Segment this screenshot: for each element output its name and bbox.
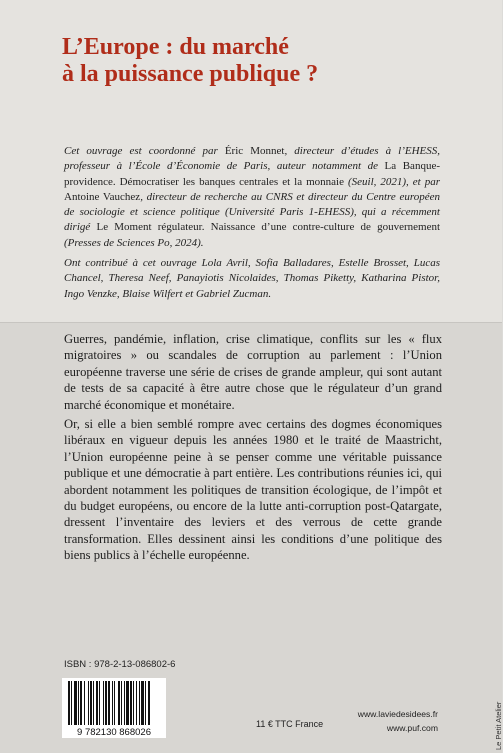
- credits-segment: (Presses de Sciences Po, 2024).: [64, 236, 204, 249]
- barcode-number: 9 782130 868026: [77, 727, 151, 738]
- summary-paragraph-1: Guerres, pandémie, inflation, crise climatique, conflits sur les « flux migratoires » ou scandales de corruption au parlement : l’Union européenne traverse une série de crises de grande ampleur, qui sont autant de tests de sa capacité à être autre chose que le régulateur d’un grand marché économique et monétaire.: [64, 332, 442, 412]
- price-label: 11 € TTC France: [256, 719, 324, 729]
- credits-segment: La Banque-providence. Démocratiser les banques centrales et la monnaie: [64, 160, 440, 188]
- book-summary: [64, 331, 442, 567]
- credits-segment: Cet ouvrage est coordonné par: [64, 145, 225, 157]
- credits-block: [64, 144, 440, 307]
- credits-segment: Éric Monnet: [224, 145, 285, 157]
- credits-segment: , directeur d’études à l’EHESS, professeur à l’École d’Économie de Paris, auteur notamment de: [64, 145, 440, 173]
- printer-imprint: Le Petit Atelier: [494, 701, 503, 750]
- contributors-text: Ont contribué à cet ouvrage Lola Avril, Sofia Balladares, Estelle Brosset, Lucas Chancel, Theresa Neef, Panayiotis Nicolaides, Thomas Piketty, Katharina Pistor, Ingo Venzke, Blaise Wilfert et Gabriel Zucman.: [64, 257, 440, 300]
- contributors-paragraph: [64, 256, 440, 302]
- credits-segment: , directeur de recherche au CNRS et directeur du Centre européen de sociologie et science politique (Université Paris 1-EHESS), qui a récemment dirigé: [64, 190, 441, 234]
- credits-segment: Antoine Vauchez: [64, 190, 141, 203]
- book-title-line-1: L’Europe : du marché: [62, 34, 289, 60]
- summary-paragraph-2: Or, si elle a bien semblé rompre avec certains des dogmes économiques libéraux en vigueur depuis les années 1980 et le traité de Maastricht, l’Union européenne peine à se penser comme une véritable puissance publique et une démocratie à part entière. Les contributions réunies ici, qui abordent notamment les politiques de transition écologique, de l’impôt et du budget européens, ou encore de la lutte anti-corruption post-Qatargate, dressent l’inventaire des leviers et des verrous de cette grande transformation. Elles dessinent ainsi les conditions d’une politique des biens publics à l’échelle européenne.: [64, 417, 442, 563]
- coordinators-paragraph: [64, 144, 440, 251]
- isbn-label: ISBN : 978-2-13-086802-6: [64, 659, 176, 670]
- book-title-line-2: à la puissance publique ?: [62, 61, 319, 87]
- credits-segment: Le Moment régulateur. Naissance d’une contre-culture de gouvernement: [96, 221, 441, 234]
- website-puf: www.puf.com: [386, 723, 438, 733]
- websites: [0, 707, 438, 735]
- credits-segment: (Seuil, 2021), et par: [347, 175, 441, 188]
- section-divider: [0, 322, 502, 323]
- book-title: [62, 34, 422, 88]
- website-laviedesidees: www.laviedesidees.fr: [357, 709, 438, 719]
